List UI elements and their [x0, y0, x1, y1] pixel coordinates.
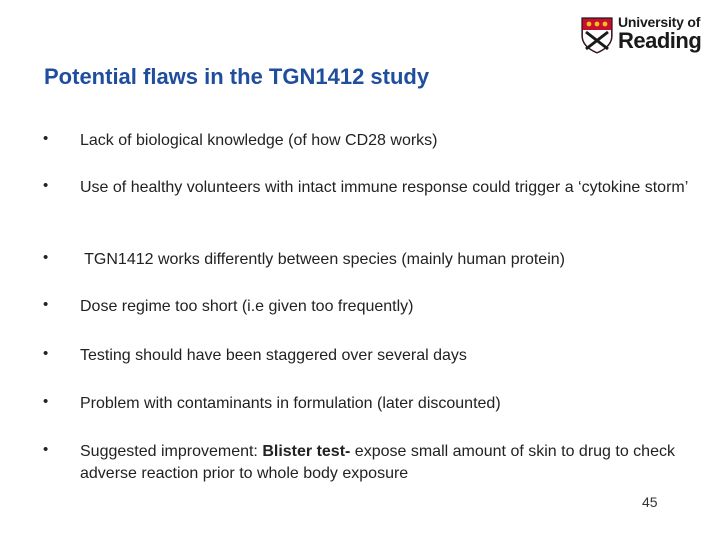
logo-line-2: Reading — [618, 28, 702, 53]
text-prefix: Suggested improvement: — [80, 443, 263, 460]
slide-title: Potential flaws in the TGN1412 study — [44, 64, 430, 89]
list-item-text — [80, 441, 700, 485]
university-logo — [580, 14, 706, 56]
list-item-text: TGN1412 works differently between species (mainly human protein) — [80, 251, 565, 268]
logo-line-1: University of — [618, 14, 701, 30]
crest-icon — [580, 16, 614, 54]
bullet: • — [43, 177, 49, 194]
list-item-text: Use of healthy volunteers with intact immune response could trigger a ‘cytokine storm’ — [80, 179, 689, 196]
bullet: • — [43, 296, 49, 313]
bullet: • — [43, 345, 49, 362]
list-item-text: Problem with contaminants in formulation (later discounted) — [80, 395, 501, 412]
text-suffix: expose small amount of skin to drug to check adverse reaction prior to whole body exposure — [80, 443, 675, 482]
bullet: • — [43, 130, 49, 147]
text-bold: Blister test- — [262, 443, 351, 460]
bullet: • — [43, 441, 49, 458]
page-number: 45 — [642, 494, 658, 510]
list-item-text: Testing should have been staggered over several days — [80, 347, 467, 364]
bullet: • — [43, 393, 49, 410]
list-item-text: Dose regime too short (i.e given too frequently) — [80, 298, 414, 315]
bullet: • — [43, 249, 49, 266]
list-item-text: Lack of biological knowledge (of how CD28 works) — [80, 132, 438, 149]
